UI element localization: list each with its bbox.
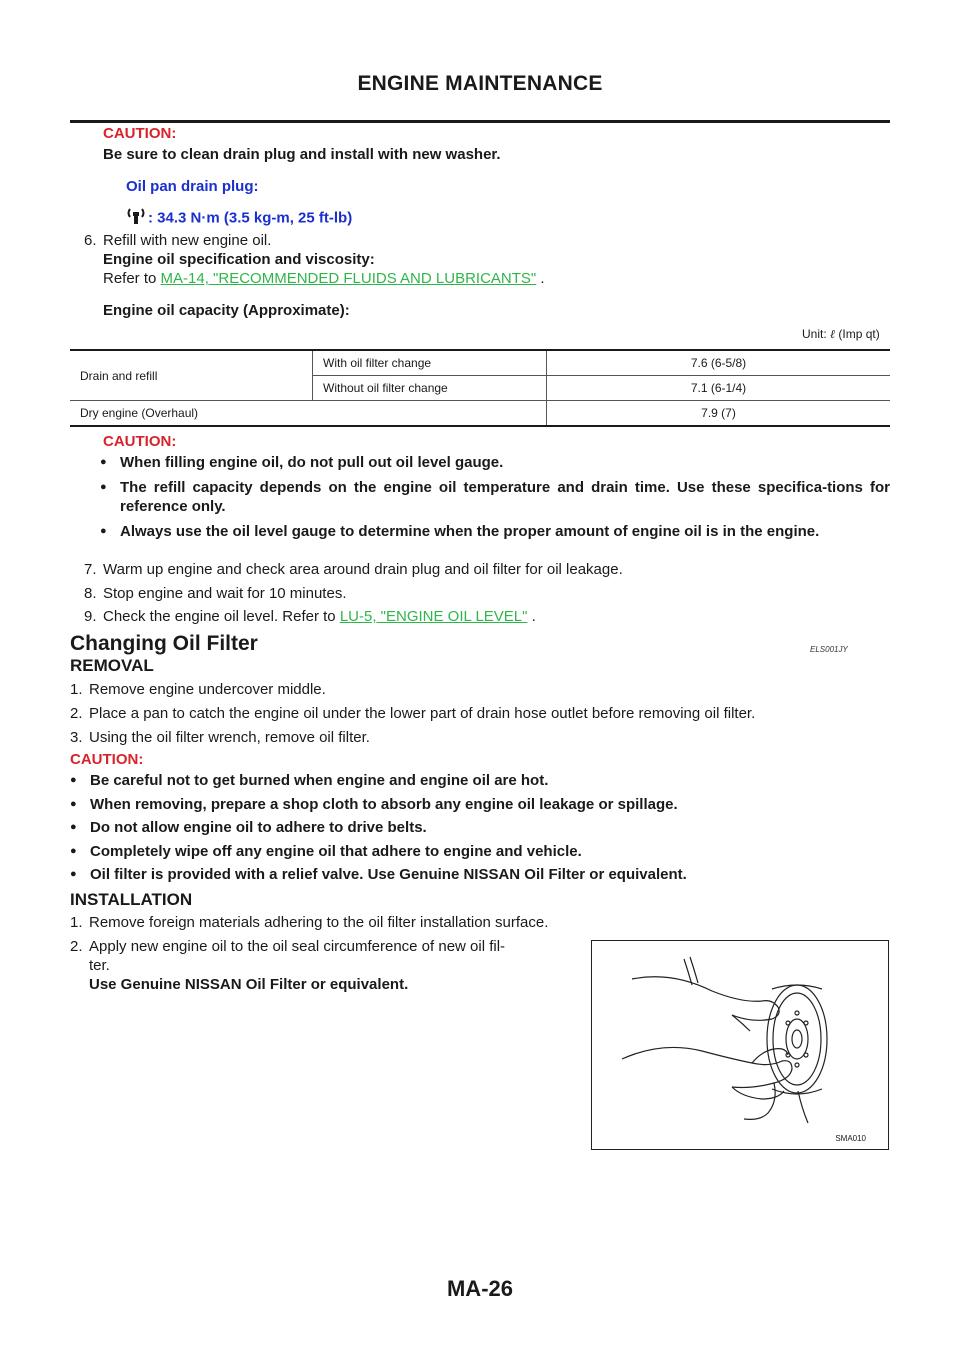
list-item: ● Always use the oil level gauge to determine when the proper amount of engine oil is in the engine. (100, 523, 820, 540)
link-recommended-fluids[interactable]: MA-14, "RECOMMENDED FLUIDS AND LUBRICANTS" (160, 270, 537, 287)
hand-oil-filter-icon (592, 941, 888, 1149)
bullet-icon: ● (100, 525, 107, 537)
section-code: ELS001JY (810, 645, 848, 654)
oil-filter-illustration (591, 940, 889, 1150)
step-6: 6. Refill with new engine oil. (84, 232, 272, 249)
list-item: ● Oil filter is provided with a relief valve. Use Genuine NISSAN Oil Filter or equivalent. (70, 866, 687, 883)
step-8: 8. Stop engine and wait for 10 minutes. (84, 585, 347, 602)
step-7: 7. Warm up engine and check area around drain plug and oil filter for oil leakage. (84, 561, 623, 578)
bullet-icon: ● (70, 821, 77, 833)
torque-label: Oil pan drain plug: (126, 178, 259, 195)
page-number: MA-26 (446, 1276, 513, 1301)
list-item: ● Completely wipe off any engine oil that adhere to engine and vehicle. (70, 843, 582, 860)
refer-line: Refer to MA-14, "RECOMMENDED FLUIDS AND LUBRICANTS" . (103, 270, 545, 287)
removal-step-2: 2. Place a pan to catch the engine oil under the lower part of drain hose outlet before removing oil filter. (70, 705, 756, 722)
unit-label: Unit: ℓ (Imp qt) (802, 327, 880, 341)
table-cell-condition: Without oil filter change (313, 376, 547, 401)
capacity-label: Engine oil capacity (Approximate): (103, 302, 350, 319)
list-item: ● When filling engine oil, do not pull out oil level gauge. (100, 454, 504, 471)
caution-label: CAUTION: (70, 751, 144, 768)
list-item: ● Do not allow engine oil to adhere to drive belts. (70, 819, 427, 836)
bullet-icon: ● (70, 845, 77, 857)
table-row (70, 350, 890, 376)
link-engine-oil-level[interactable]: LU-5, "ENGINE OIL LEVEL" (339, 608, 528, 625)
figure-id: SMA010 (835, 1134, 866, 1143)
installation-step-1: 1. Remove foreign materials adhering to the oil filter installation surface. (70, 914, 549, 931)
capacity-table (70, 349, 890, 427)
bullet-icon: ● (70, 868, 77, 880)
section-title: Changing Oil Filter (70, 632, 258, 655)
header-rule (70, 120, 890, 123)
caution-label: CAUTION: (103, 125, 177, 142)
step-9: 9. Check the engine oil level. Refer to LU-5, "ENGINE OIL LEVEL" . (84, 608, 536, 625)
removal-step-1: 1. Remove engine undercover middle. (70, 681, 326, 698)
table-row (70, 401, 890, 427)
table-cell-value: 7.6 (6-5/8) (547, 350, 891, 376)
bullet-icon: ● (100, 456, 107, 468)
bullet-icon: ● (70, 798, 77, 810)
table-cell-group: Dry engine (Overhaul) (70, 401, 547, 427)
table-cell-group: Drain and refill (70, 350, 313, 401)
torque-wrench-icon (126, 207, 146, 230)
removal-title: REMOVAL (70, 656, 154, 675)
table-cell-value: 7.1 (6-1/4) (547, 376, 891, 401)
torque-value: : 34.3 N·m (3.5 kg-m, 25 ft-lb) (148, 209, 353, 227)
caution-label: CAUTION: (103, 433, 177, 450)
litre-symbol: ℓ (830, 327, 836, 341)
table-cell-condition: With oil filter change (313, 350, 547, 376)
installation-title: INSTALLATION (70, 890, 193, 909)
page-title: ENGINE MAINTENANCE (357, 72, 603, 95)
table-cell-value: 7.9 (7) (701, 406, 736, 420)
bullet-icon: ● (100, 481, 107, 493)
list-item: ● The refill capacity depends on the engine oil temperature and drain time. Use these specifica-tions for reference only. (100, 479, 890, 515)
removal-step-3: 3. Using the oil filter wrench, remove oil filter. (70, 729, 370, 746)
list-item: ● Be careful not to get burned when engine and engine oil are hot. (70, 772, 549, 789)
spec-label: Engine oil specification and viscosity: (103, 251, 375, 268)
caution-text: Be sure to clean drain plug and install with new washer. (103, 146, 501, 163)
torque-spec (126, 207, 352, 230)
installation-step-2: 2. Apply new engine oil to the oil seal circumference of new oil fil- ter. Use Genuine NISSAN Oil Filter or equivalent. (70, 938, 506, 993)
bullet-icon: ● (70, 774, 77, 786)
list-item: ● When removing, prepare a shop cloth to absorb any engine oil leakage or spillage. (70, 796, 678, 813)
